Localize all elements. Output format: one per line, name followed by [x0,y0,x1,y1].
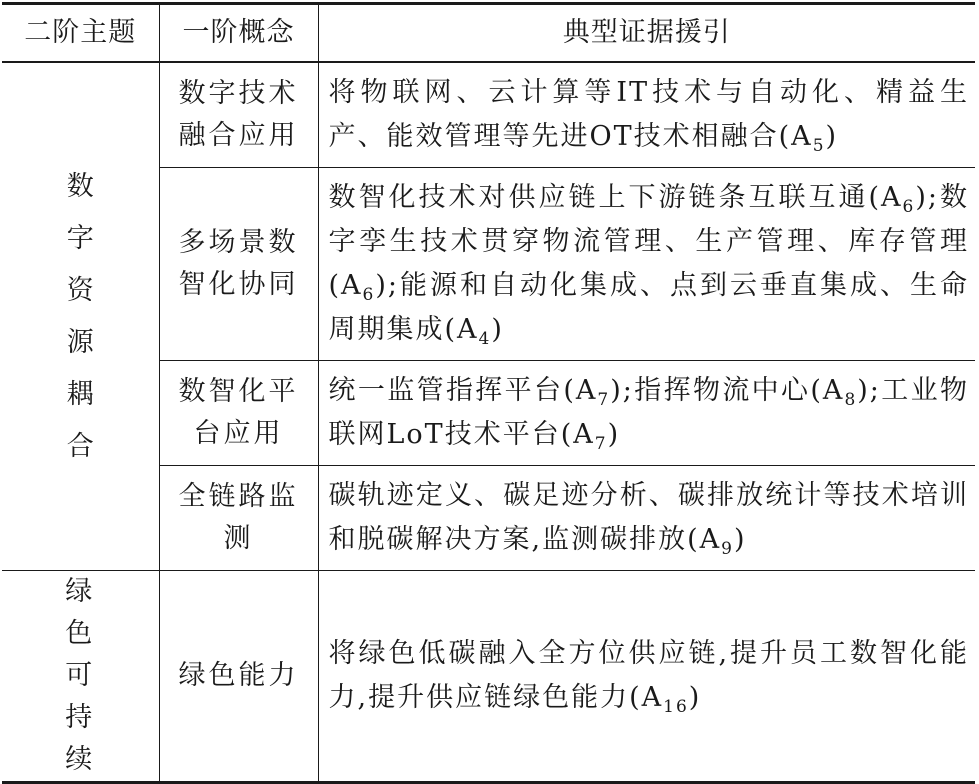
source-subscript: 5 [812,136,826,156]
evidence-cell [318,62,975,168]
source-subscript: 4 [478,329,492,349]
evidence-text: 碳轨迹定义、碳足迹分析、碳排放统计等技术培训和脱碳解决方案,监测碳排放(A [328,480,969,555]
header-evidence: 典型证据援引 [318,4,975,63]
theme-label: 绿色可持续 [65,576,96,775]
source-subscript: 8 [844,390,858,410]
header-concept: 一阶概念 [159,4,318,63]
evidence-text: );指挥物流中心(A [610,375,845,406]
evidence-text: 将物联网、云计算等IT技术与自动化、精益生产、能效管理等先进OT技术相融合(A [328,77,969,152]
evidence-table [2,2,975,784]
source-subscript: 7 [594,434,608,454]
theme-label: 数字资源耦合 [66,170,94,462]
evidence-text: 统一监管指挥平台(A [328,375,598,406]
table-row [2,62,975,168]
evidence-text: ) [688,682,702,713]
evidence-cell [318,361,975,466]
source-subscript: 6 [362,285,376,305]
header-row [2,4,975,63]
theme-cell [2,571,159,783]
evidence-text: ) [491,314,504,345]
evidence-cell [318,168,975,361]
evidence-text: ) [825,121,839,152]
source-subscript: 6 [902,197,916,217]
evidence-cell [318,571,975,783]
concept-cell: 全链路监测 [159,466,318,571]
evidence-text: ) [733,524,747,555]
source-subscript: 9 [721,539,734,559]
evidence-text: ) [607,419,621,450]
evidence-text: 将绿色低碳融入全方位供应链,提升员工数智化能力,提升供应链绿色能力(A [328,638,969,713]
evidence-text: );数字孪生技术贯穿物流管理、生产管理、库存管理(A [328,182,969,301]
concept-cell: 数字技术融合应用 [159,62,318,168]
table-row [2,571,975,783]
evidence-text: 数智化技术对供应链上下游链条互联互通(A [328,182,903,213]
evidence-cell [318,466,975,571]
concept-cell: 多场景数智化协同 [159,168,318,361]
theme-cell [2,62,159,571]
evidence-text: );能源和自动化集成、点到云垂直集成、生命周期集成(A [328,270,969,345]
concept-cell: 绿色能力 [159,571,318,783]
concept-cell: 数智化平台应用 [159,361,318,466]
evidence-text: );工业物联网LoT技术平台(A [328,375,969,450]
source-subscript: 16 [663,697,689,717]
header-theme: 二阶主题 [2,4,159,63]
source-subscript: 7 [597,390,611,410]
